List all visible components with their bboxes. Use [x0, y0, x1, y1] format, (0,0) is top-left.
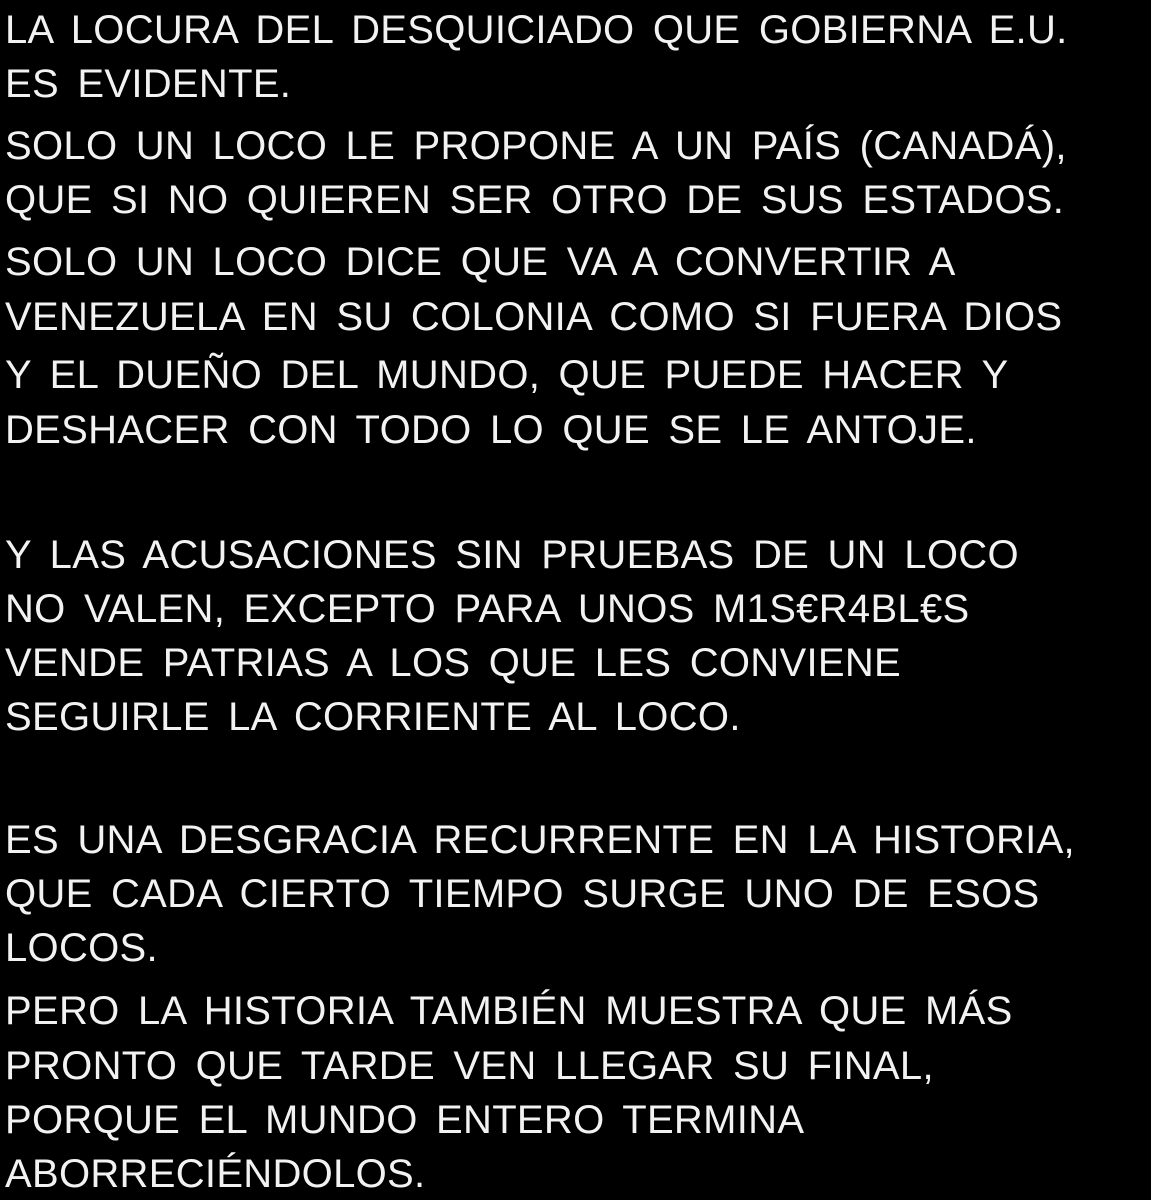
text-line: ES EVIDENTE. [5, 62, 292, 106]
text-line: DESHACER CON TODO LO QUE SE LE ANTOJE. [5, 408, 977, 452]
text-line: SOLO UN LOCO LE PROPONE A UN PAÍS (CANADÁ), [5, 124, 1067, 168]
text-line: PERO LA HISTORIA TAMBIÉN MUESTRA QUE MÁS [5, 989, 1013, 1033]
text-line: PORQUE EL MUNDO ENTERO TERMINA [5, 1098, 805, 1142]
text-line: Y EL DUEÑO DEL MUNDO, QUE PUEDE HACER Y [5, 353, 1009, 397]
text-line: QUE SI NO QUIEREN SER OTRO DE SUS ESTADOS. [5, 178, 1065, 222]
text-line: NO VALEN, EXCEPTO PARA UNOS M1S€R4BL€S [5, 587, 970, 631]
text-line: QUE CADA CIERTO TIEMPO SURGE UNO DE ESOS [5, 872, 1040, 916]
text-line: LOCOS. [5, 926, 158, 970]
text-line: PRONTO QUE TARDE VEN LLEGAR SU FINAL, [5, 1044, 934, 1088]
text-line: ES UNA DESGRACIA RECURRENTE EN LA HISTORIA, [5, 818, 1075, 862]
text-line: ABORRECIÉNDOLOS. [5, 1152, 426, 1196]
text-line: VENDE PATRIAS A LOS QUE LES CONVIENE [5, 641, 902, 685]
text-line: LA LOCURA DEL DESQUICIADO QUE GOBIERNA E.U. [5, 8, 1068, 52]
text-line: Y LAS ACUSACIONES SIN PRUEBAS DE UN LOCO [5, 533, 1019, 577]
text-line: SOLO UN LOCO DICE QUE VA A CONVERTIR A [5, 240, 956, 284]
text-line: SEGUIRLE LA CORRIENTE AL LOCO. [5, 695, 741, 739]
text-line: VENEZUELA EN SU COLONIA COMO SI FUERA DIOS [5, 295, 1063, 339]
